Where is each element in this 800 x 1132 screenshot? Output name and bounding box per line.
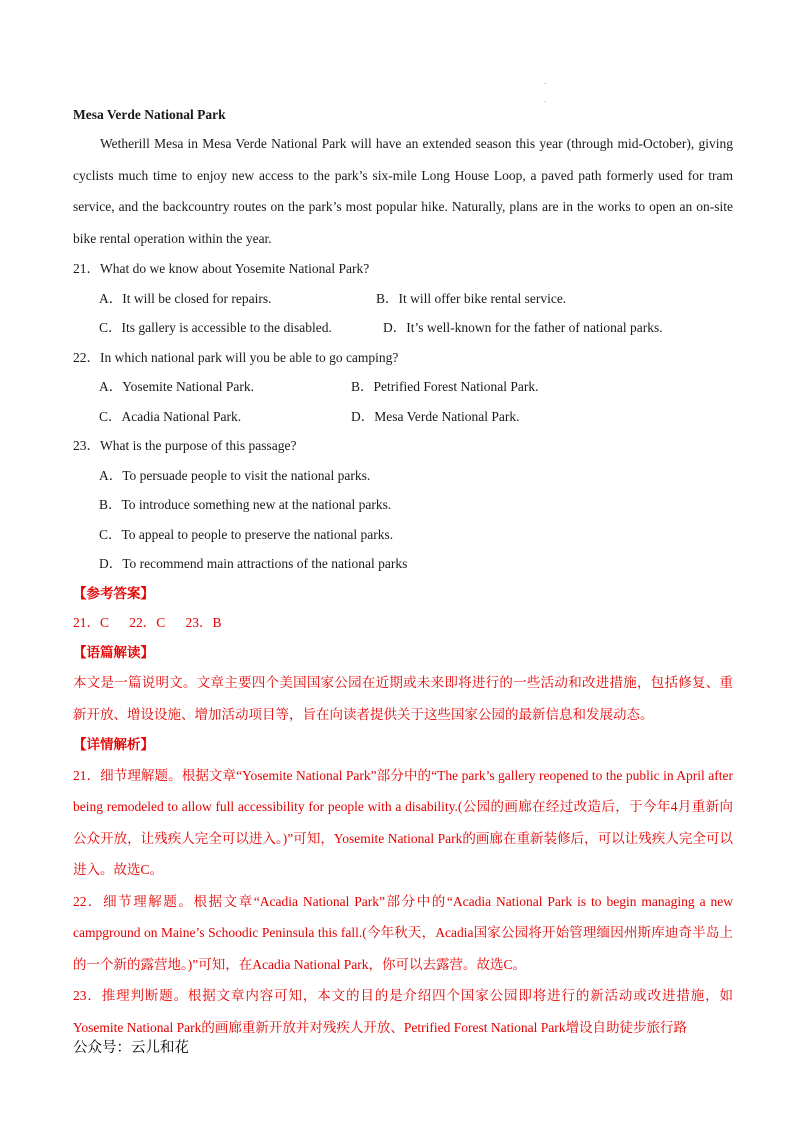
option-b: B．To introduce something new at the national parks. (99, 497, 392, 512)
option-d: D．Mesa Verde National Park. (351, 408, 520, 424)
document-body (73, 102, 733, 1043)
question-23: 23．What is the purpose of this passage? (73, 438, 297, 453)
detail-heading: 【详情解析】 (73, 737, 154, 752)
option-row (73, 372, 733, 402)
option-row (73, 402, 733, 432)
option-row (73, 284, 733, 314)
detail-21: 21．细节理解题。根据文章“Yosemite National Park”部分中的“The park’s gallery reopened to the public in April after being remodeled to allow full accessibility for people with a disability.(公园的画廊在经过改造后，于今年4月重新向公众开放，让残疾人完全可以进入。)”可知，Yosemite National Park的画廊在重新装修后，可以让残疾人完全可以进入。故选C。 (73, 767, 733, 877)
option-c: C．Its gallery is accessible to the disabled. (99, 320, 332, 335)
question-21: 21．What do we know about Yosemite National Park? (73, 261, 370, 276)
detail-23: 23．推理判断题。根据文章内容可知，本文的目的是介绍四个国家公园即将进行的新活动或改进措施，如Yosemite National Park的画廊重新开放并对残疾人开放、Petrified Forest National Park增设自助徒步旅行路 (73, 988, 733, 1035)
footer-watermark: 公众号：云儿和花 (73, 1040, 189, 1056)
option-d: D．To recommend main attractions of the national parks (99, 556, 408, 571)
header-mark: . (544, 95, 546, 104)
section-title: Mesa Verde National Park (73, 107, 226, 122)
option-a: A．To persuade people to visit the national parks. (99, 467, 371, 483)
passage-paragraph: Wetherill Mesa in Mesa Verde National Park will have an extended season this year (through mid-October), giving cyclists much time to enjoy new access to the park’s six-mile Long House Loop, a paved path formerly used for tram service, and the backcountry routes on the park’s most popular hike. Naturally, plans are in the works to open an on-site bike rental operation within the year. (73, 136, 733, 246)
analysis-heading: 【语篇解读】 (73, 644, 154, 660)
header-mark: . (544, 77, 546, 86)
option-a: A．It will be closed for repairs. (99, 290, 272, 306)
analysis-text: 本文是一篇说明文。文章主要四个美国国家公园在近期或未来即将进行的一些活动和改进措施，包括修复、重新开放、增设设施、增加活动项目等，旨在向读者提供关于这些国家公园的最新信息和发展动态。 (73, 675, 733, 722)
option-c: C．Acadia National Park. (99, 408, 242, 424)
option-a: A．Yosemite National Park. (99, 379, 254, 394)
answer-heading: 【参考答案】 (73, 585, 154, 601)
option-row (73, 313, 733, 343)
option-c: C．To appeal to people to preserve the national parks. (99, 526, 394, 542)
detail-22: 22．细节理解题。根据文章“Acadia National Park”部分中的“Acadia National Park is to begin managing a new campground on Maine’s Schoodic Peninsula this fall.(今年秋天，Acadia国家公园将开始管理缅因州斯库迪奇半岛上的一个新的露营地。)”可知，在Acadia National Park，你可以去露营。故选C。 (73, 893, 733, 972)
option-b: B．It will offer bike rental service. (376, 290, 567, 306)
answer-key: 21．C 22．C 23．B (73, 615, 222, 630)
option-d: D．It’s well-known for the father of national parks. (383, 320, 663, 335)
question-22: 22．In which national park will you be able to go camping? (73, 349, 399, 365)
option-b: B．Petrified Forest National Park. (351, 379, 539, 394)
